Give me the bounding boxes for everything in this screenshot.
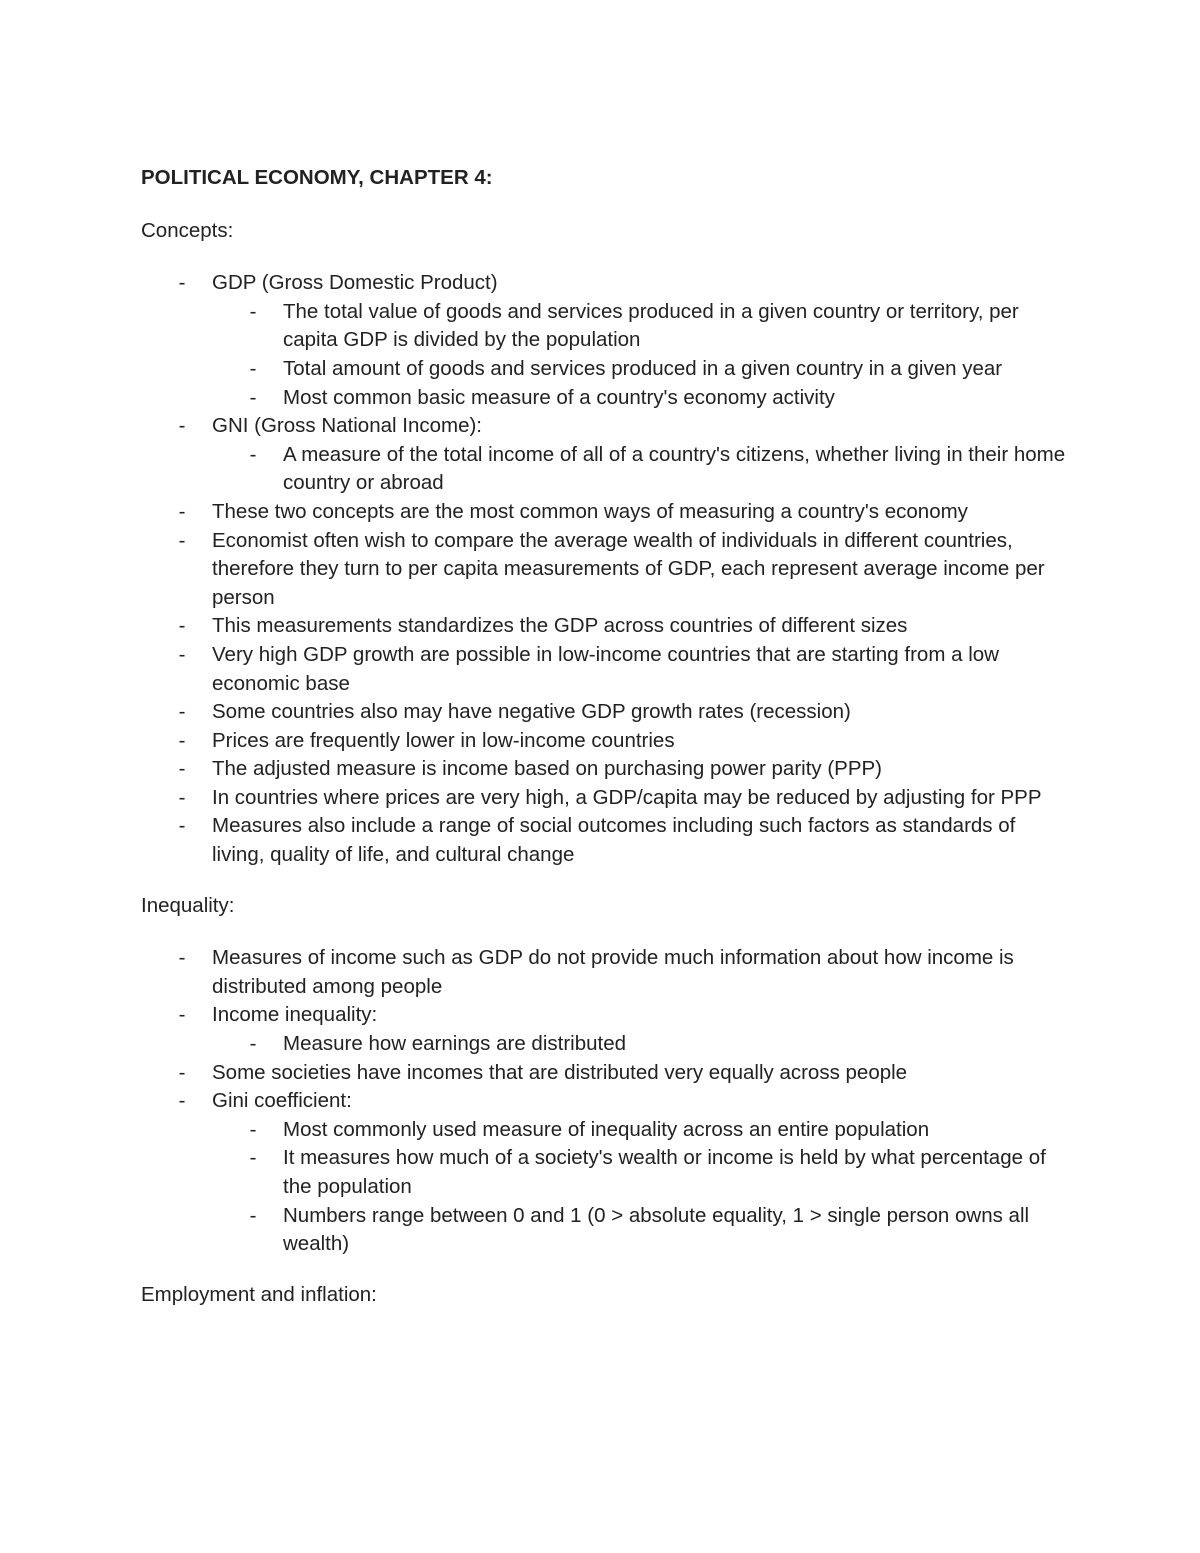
document-title: POLITICAL ECONOMY, CHAPTER 4:	[141, 166, 493, 189]
list-item-text: Economist often wish to compare the average wealth of individuals in different countries, therefore they turn to per capita measurements of GDP, each represent average income per person	[212, 528, 1045, 609]
sub-list-item-text: Measure how earnings are distributed	[283, 1032, 626, 1056]
sub-bullet-list	[212, 1030, 1066, 1059]
spacer	[141, 245, 1066, 269]
list-item-text: This measurements standardizes the GDP across countries of different sizes	[212, 614, 908, 638]
list-item	[141, 498, 1066, 527]
list-item	[141, 1001, 1066, 1058]
sub-list-item	[212, 384, 1066, 413]
sub-list-item	[212, 441, 1066, 498]
list-item	[141, 527, 1066, 613]
bullet-list	[141, 944, 1066, 1259]
bullet-dash: -	[178, 528, 186, 552]
bullet-dash: -	[178, 785, 186, 809]
bullet-dash: -	[178, 642, 186, 666]
sub-list-item	[212, 1116, 1066, 1145]
bullet-dash: -	[178, 414, 186, 438]
sub-list-item-text: Most commonly used measure of inequality across an entire population	[283, 1117, 930, 1141]
bullet-dash: -	[249, 1032, 257, 1056]
list-item-text: GNI (Gross National Income):	[212, 414, 482, 438]
section-heading: Employment and inflation:	[141, 1282, 377, 1306]
list-item-text: Measures also include a range of social outcomes including such factors as standards of living, quality of life, and cultural change	[212, 814, 1016, 867]
list-item-text: Some countries also may have negative GDP growth rates (recession)	[212, 700, 851, 724]
sub-list-item-text: It measures how much of a society's wealth or income is held by what percentage of the population	[283, 1146, 1046, 1198]
bullet-list	[141, 269, 1066, 869]
sub-list-item	[212, 1030, 1066, 1059]
bullet-dash: -	[178, 614, 186, 638]
list-item-text: Very high GDP growth are possible in low-income countries that are starting from a low economic base	[212, 642, 999, 695]
sub-list-item-text: A measure of the total income of all of a country's citizens, whether living in their home country or abroad	[283, 442, 1066, 495]
bullet-dash: -	[249, 442, 257, 466]
sub-list-item-text: Total amount of goods and services produced in a given country in a given year	[283, 356, 1003, 380]
bullet-dash: -	[249, 299, 257, 323]
list-item	[141, 784, 1066, 813]
sub-list-item-text: The total value of goods and services produced in a given country or territory, per capita GDP is divided by the population	[283, 299, 1019, 352]
list-item	[141, 727, 1066, 756]
sub-list-item	[212, 355, 1066, 384]
list-item-text: Prices are frequently lower in low-income countries	[212, 728, 675, 752]
list-item	[141, 412, 1066, 498]
list-item	[141, 612, 1066, 641]
bullet-dash: -	[178, 1060, 186, 1084]
document-page	[141, 164, 1066, 1309]
bullet-dash: -	[249, 356, 257, 380]
bullet-dash: -	[178, 946, 186, 970]
bullet-dash: -	[178, 700, 186, 724]
bullet-dash: -	[249, 385, 257, 409]
list-item	[141, 641, 1066, 698]
bullet-dash: -	[178, 1003, 186, 1027]
spacer	[141, 193, 1066, 217]
list-item	[141, 269, 1066, 412]
bullet-dash: -	[249, 1203, 257, 1227]
list-item-text: Some societies have incomes that are distributed very equally across people	[212, 1060, 908, 1084]
sub-list-item	[212, 298, 1066, 355]
list-item-text: The adjusted measure is income based on purchasing power parity (PPP)	[212, 757, 883, 781]
list-item	[141, 755, 1066, 784]
bullet-dash: -	[178, 499, 186, 523]
sub-list-item-text: Most common basic measure of a country's economy activity	[283, 385, 835, 409]
list-item-text: GDP (Gross Domestic Product)	[212, 271, 498, 295]
list-item-text: In countries where prices are very high, a GDP/capita may be reduced by adjusting for PPP	[212, 785, 1042, 809]
bullet-dash: -	[178, 271, 186, 295]
list-item-text: Measures of income such as GDP do not provide much information about how income is distributed among people	[212, 946, 1014, 998]
list-item	[141, 1087, 1066, 1259]
sub-bullet-list	[212, 1116, 1066, 1259]
list-item-text: These two concepts are the most common ways of measuring a country's economy	[212, 499, 968, 523]
sub-list-item	[212, 1144, 1066, 1201]
section-heading: Inequality:	[141, 893, 235, 917]
list-item-text: Income inequality:	[212, 1003, 378, 1027]
spacer	[141, 1259, 1066, 1281]
document-body	[141, 217, 1066, 1310]
sub-bullet-list	[212, 441, 1066, 498]
section-heading: Concepts:	[141, 218, 234, 242]
bullet-dash: -	[249, 1117, 257, 1141]
bullet-dash: -	[178, 1089, 186, 1113]
bullet-dash: -	[178, 814, 186, 838]
bullet-dash: -	[178, 728, 186, 752]
bullet-dash: -	[178, 757, 186, 781]
list-item	[141, 944, 1066, 1001]
list-item	[141, 1059, 1066, 1088]
list-item-text: Gini coefficient:	[212, 1089, 352, 1113]
list-item	[141, 698, 1066, 727]
bullet-dash: -	[249, 1146, 257, 1170]
sub-list-item-text: Numbers range between 0 and 1 (0 > absolute equality, 1 > single person owns all wealth)	[283, 1203, 1030, 1256]
list-item	[141, 812, 1066, 869]
spacer	[141, 920, 1066, 944]
sub-bullet-list	[212, 298, 1066, 412]
spacer	[141, 870, 1066, 892]
sub-list-item	[212, 1202, 1066, 1259]
